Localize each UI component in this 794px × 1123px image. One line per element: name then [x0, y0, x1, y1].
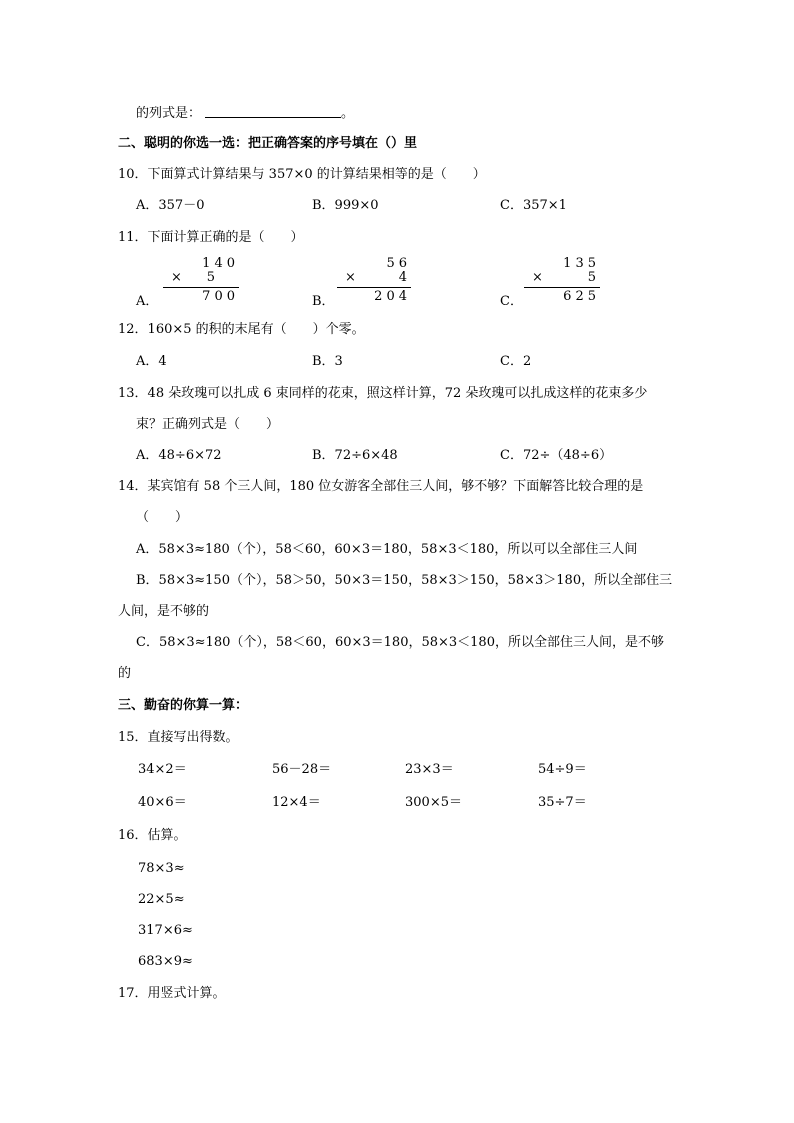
q16-stem: 16．估算。 — [118, 828, 187, 843]
vertical-multiplier: 4 — [398, 270, 411, 285]
q15-item[interactable]: 23×3＝ — [405, 762, 454, 777]
q12-option-b[interactable]: B．3 — [312, 354, 343, 369]
q11-option-c-vertical — [524, 256, 600, 304]
vertical-product: 625 — [563, 289, 600, 304]
q12-option-a[interactable]: A．4 — [136, 354, 167, 369]
q11-option-c-label[interactable]: C． — [500, 294, 523, 309]
q11-option-a-vertical — [163, 256, 239, 304]
q13-stem-line1: 13．48 朵玫瑰可以扎成 6 束同样的花束，照这样计算，72 朵玫瑰可以扎成这样的花束多少 — [118, 386, 648, 401]
times-sign: × — [345, 270, 356, 285]
q12-option-c[interactable]: C．2 — [500, 354, 532, 369]
q13-stem-line2: 束？正确列式是（ ） — [136, 417, 280, 432]
q14-option-c-line2[interactable]: 的 — [118, 666, 132, 681]
q10-stem: 10．下面算式计算结果与 357×0 的计算结果相等的是（ ） — [118, 167, 486, 182]
times-sign: × — [532, 270, 543, 285]
q11-option-b-label[interactable]: B． — [312, 294, 335, 309]
q15-item[interactable]: 300×5＝ — [405, 795, 462, 810]
vertical-multiplier: 5 — [587, 270, 600, 285]
prev-question-text: 的列式是： — [136, 106, 202, 121]
q15-item[interactable]: 34×2＝ — [138, 762, 187, 777]
q16-item[interactable]: 78×3≈ — [138, 861, 185, 876]
q17-stem: 17．用竖式计算。 — [118, 986, 226, 1001]
q11-option-a-label[interactable]: A． — [136, 294, 159, 309]
q15-stem: 15．直接写出得数。 — [118, 730, 239, 745]
q12-stem: 12．160×5 的积的末尾有（ ）个零。 — [118, 322, 365, 337]
q13-option-b[interactable]: B．72÷6×48 — [312, 448, 398, 463]
vertical-product: 204 — [374, 289, 411, 304]
q15-item[interactable]: 35÷7＝ — [538, 795, 587, 810]
vertical-rule — [337, 287, 411, 288]
q14-option-a[interactable]: A．58×3≈180（个），58＜60，60×3＝180，58×3＜180，所以可以全部住三人间 — [136, 542, 638, 557]
q14-option-b-line1[interactable]: B．58×3≈150（个），58＞50，50×3＝150，58×3＞150，58×3＞180，所以全部住三 — [136, 573, 673, 588]
section-2-title: 二、聪明的你选一选：把正确答案的序号填在（）里 — [118, 136, 418, 151]
q15-item[interactable]: 40×6＝ — [138, 795, 187, 810]
q15-item[interactable]: 54÷9＝ — [538, 762, 587, 777]
q16-item[interactable]: 317×6≈ — [138, 923, 193, 938]
q14-stem-line2: （ ） — [136, 510, 189, 525]
q14-stem-line1: 14．某宾馆有 58 个三人间，180 位女游客全部住三人间，够不够？下面解答比较合理的是 — [118, 479, 644, 494]
q13-option-a[interactable]: A．48÷6×72 — [136, 448, 222, 463]
q10-option-a[interactable]: A．357－0 — [136, 198, 205, 213]
section-3-title: 三、勤奋的你算一算： — [118, 698, 249, 713]
vertical-multiplier: 5 — [206, 270, 219, 285]
times-sign: × — [171, 270, 182, 285]
q15-item[interactable]: 56－28＝ — [272, 762, 332, 777]
q10-option-b[interactable]: B．999×0 — [312, 198, 379, 213]
q14-option-b-line2[interactable]: 人间，是不够的 — [118, 604, 210, 619]
answer-blank[interactable] — [205, 105, 341, 118]
prev-question-tail — [136, 105, 354, 122]
vertical-multiplicand: 135 — [563, 256, 600, 271]
q15-item[interactable]: 12×4＝ — [272, 795, 321, 810]
vertical-multiplicand: 56 — [386, 256, 411, 271]
q13-option-c[interactable]: C．72÷（48÷6） — [500, 448, 613, 463]
q16-item[interactable]: 22×5≈ — [138, 892, 185, 907]
prev-question-end: 。 — [341, 106, 355, 121]
vertical-product: 700 — [202, 289, 239, 304]
q14-option-c-line1[interactable]: C．58×3≈180（个），58＜60，60×3＝180，58×3＜180，所以全部住三人间，是不够 — [136, 635, 664, 650]
q16-item[interactable]: 683×9≈ — [138, 954, 193, 969]
vertical-rule — [163, 287, 239, 288]
q10-option-c[interactable]: C．357×1 — [500, 198, 567, 213]
vertical-rule — [524, 287, 600, 288]
q11-stem: 11．下面计算正确的是（ ） — [118, 230, 304, 245]
q11-option-b-vertical — [337, 256, 411, 304]
vertical-multiplicand: 140 — [202, 256, 239, 271]
